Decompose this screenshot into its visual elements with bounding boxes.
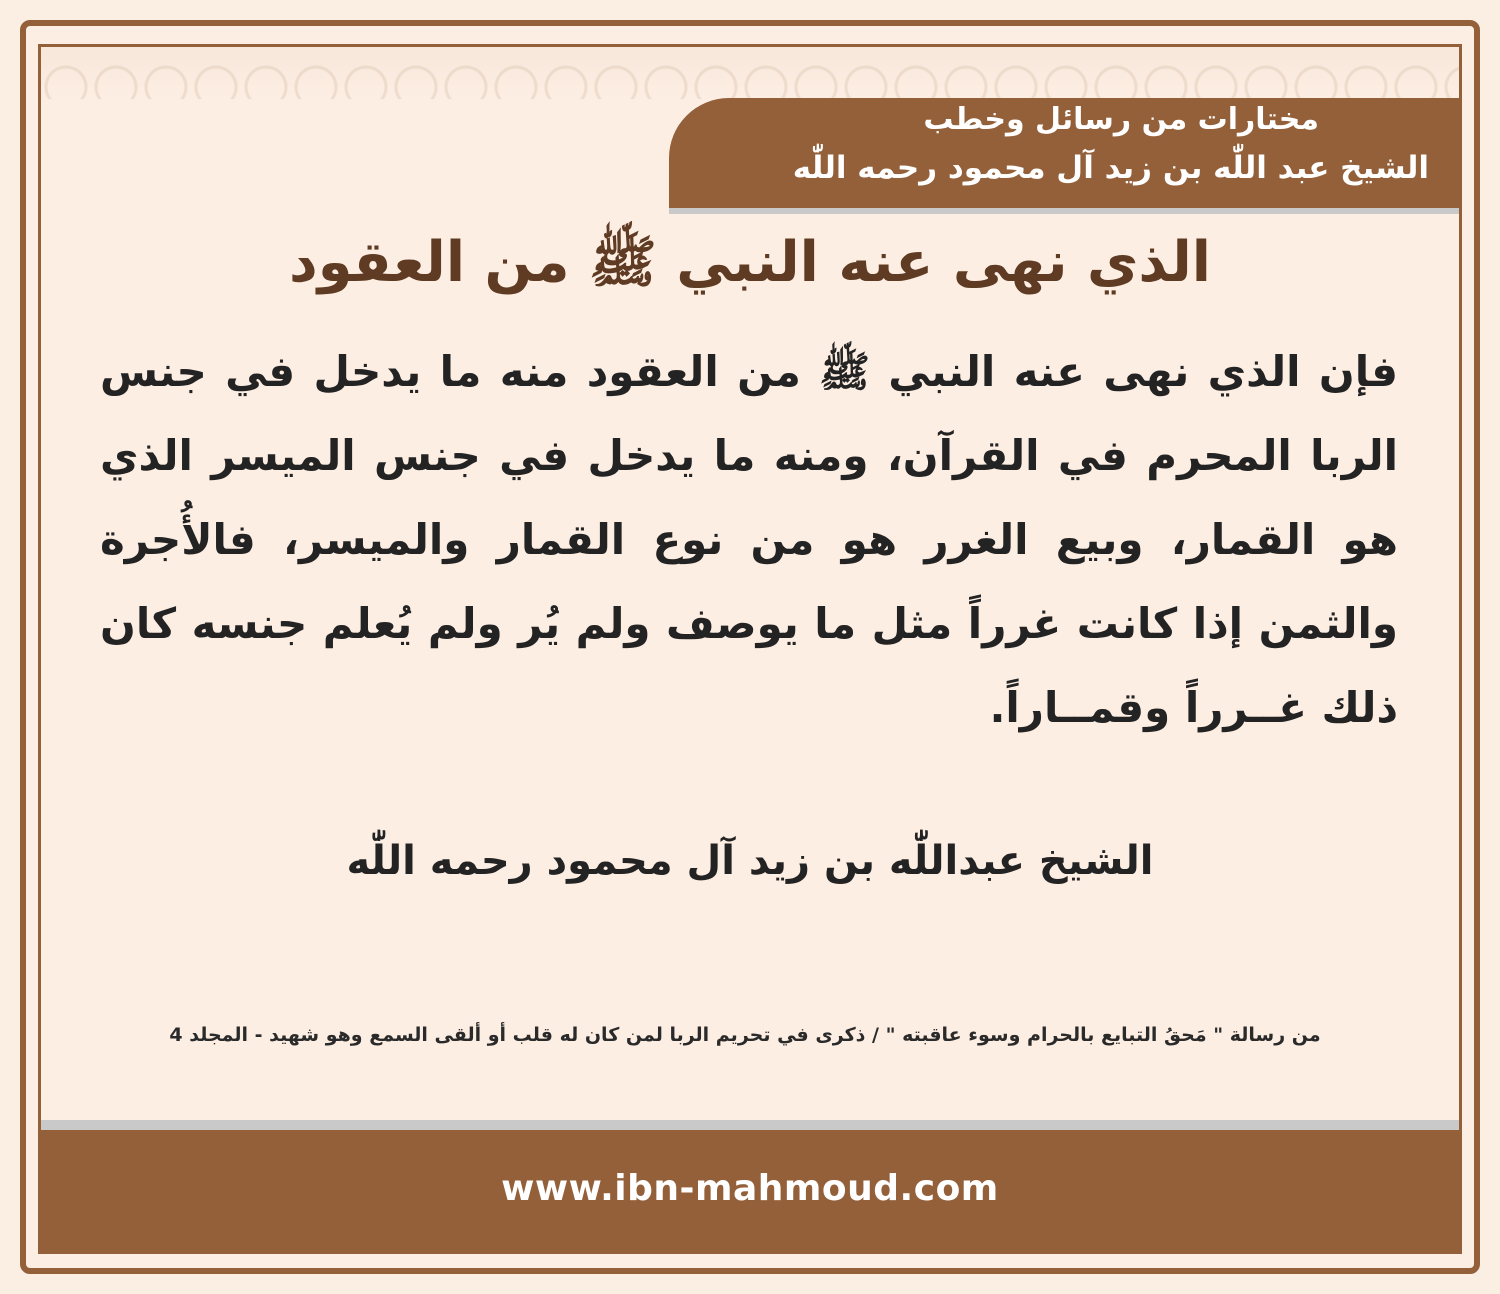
author-signature: الشيخ عبداللّٰه بن زيد آل محمود رحمه اللّٰه (346, 838, 1154, 884)
header-banner (669, 98, 1459, 208)
website-url: www.ibn-mahmoud.com (501, 1168, 999, 1209)
page-title: الذي نهى عنه النبي ﷺ من العقود (289, 230, 1211, 295)
quote-body: فإن الذي نهى عنه النبي ﷺ من العقود منه ما يدخل في جنس الربا المحرم في القرآن، ومنه ما يدخل في جنس الميسر الذي هو القمار، وبيع الغرر هو من نوع القمار والميسر، فالأُجرة والثمن إذا كانت غرراً مثل ما يوصف ولم يُر ولم يُعلم جنسه كان ذلك غــرراً وقمــاراً. (100, 347, 1398, 732)
header-series-title: مختارات من رسائل وخطب (923, 102, 1319, 137)
source-citation: من رسالة " مَحقُ التبايع بالحرام وسوء عاقبته " / ذكرى في تحريم الربا لمن كان له قلب أو ألقى السمع وهو شهيد - المجلد 4 (169, 1024, 1321, 1046)
decorative-pattern (41, 47, 1459, 99)
footer-band (41, 1130, 1459, 1251)
header-author-name: الشيخ عبد اللّٰه بن زيد آل محمود رحمه اللّٰه (792, 150, 1429, 186)
